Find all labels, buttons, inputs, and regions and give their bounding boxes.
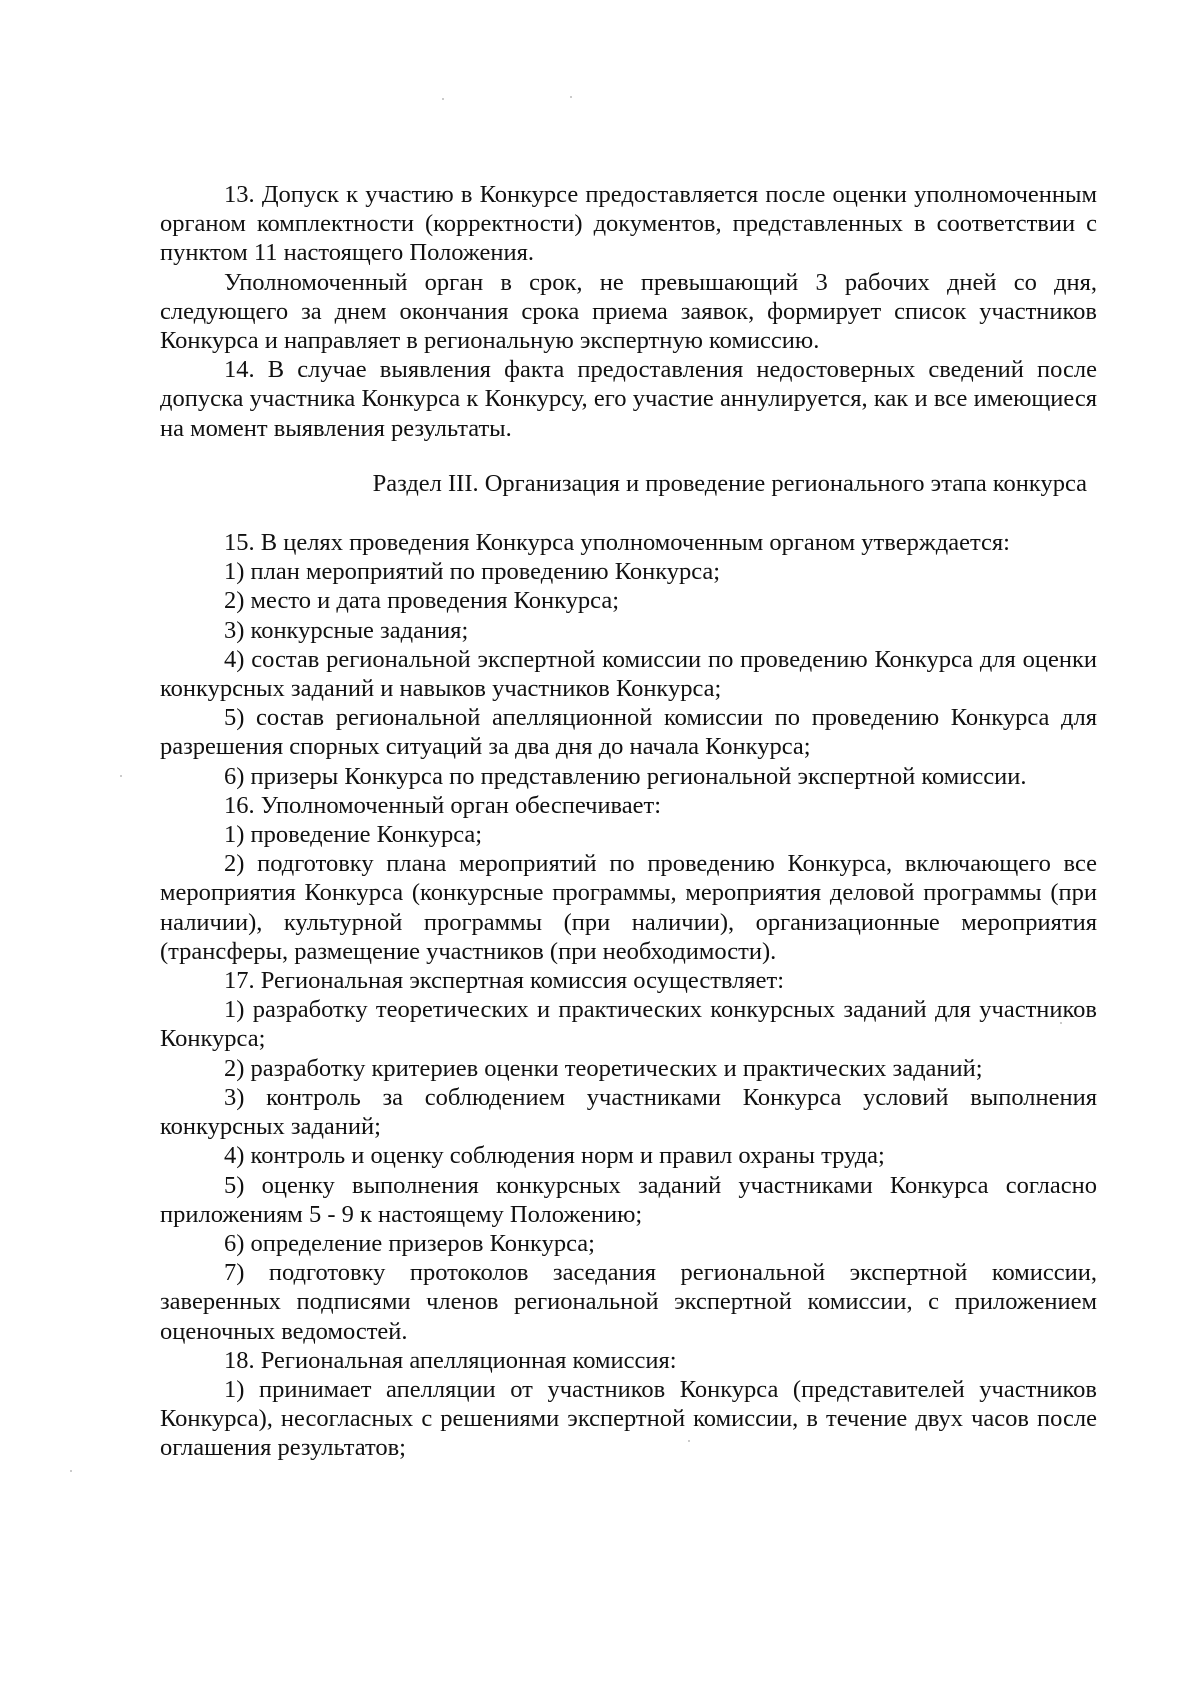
list-item: 1) проведение Конкурса;: [224, 821, 483, 849]
list-item: 7) подготовку протоколов заседания региональной экспертной комиссии, заверенных подписями членов региональной экспертной комиссии, с приложением оценочных ведомостей.: [160, 1259, 1097, 1345]
paragraph-18: 18. Региональная апелляционная комиссия:: [224, 1346, 677, 1374]
scan-speck: [70, 1470, 72, 1472]
scan-speck: [570, 96, 572, 98]
list-item: 2) подготовку плана мероприятий по проведению Конкурса, включающего все мероприятия Конкурса (конкурсные программы, мероприятия деловой программы (при наличии), культурной программы (при наличии), организационные мероприятия (трансферы, размещение участников (при необходимости).: [160, 850, 1097, 965]
list-item: 1) план мероприятий по проведению Конкурса;: [224, 558, 721, 586]
paragraph-13: 13. Допуск к участию в Конкурсе предоставляется после оценки уполномоченным органом комплектности (корректности) документов, представленных в соответствии с пунктом 11 настоящего Положения.: [160, 181, 1097, 267]
paragraph-13-continued: Уполномоченный орган в срок, не превышающий 3 рабочих дней со дня, следующего за днем окончания срока приема заявок, формирует список участников Конкурса и направляет в региональную экспертную комиссию.: [160, 268, 1097, 355]
list-item: 4) состав региональной экспертной комиссии по проведению Конкурса для оценки конкурсных заданий и навыков участников Конкурса;: [160, 645, 1097, 703]
list-item: 3) контроль за соблюдением участниками Конкурса условий выполнения конкурсных заданий;: [160, 1083, 1097, 1141]
paragraph-15: 15. В целях проведения Конкурса уполномоченным органом утверждается:: [224, 529, 1010, 557]
list-item: 5) состав региональной апелляционной комиссии по проведению Конкурса для разрешения спорных ситуаций за два дня до начала Конкурса;: [160, 704, 1097, 761]
list-item: 6) определение призеров Конкурса;: [224, 1229, 595, 1257]
paragraph-17: 17. Региональная экспертная комиссия осуществляет:: [224, 967, 785, 995]
document-page: [160, 180, 1097, 1463]
list-item: 1) принимает апелляции от участников Конкурса (представителей участников Конкурса), несогласных с решениями экспертной комиссии, в течение двух часов после оглашения результатов;: [160, 1375, 1097, 1462]
list-item: 6) призеры Конкурса по представлению региональной экспертной комиссии.: [224, 762, 1027, 790]
paragraph-16: 16. Уполномоченный орган обеспечивает:: [224, 791, 662, 819]
paragraph-14: 14. В случае выявления факта предоставления недостоверных сведений после допуска участника Конкурса к Конкурсу, его участие аннулируется, как и все имеющиеся на момент выявления результаты.: [160, 356, 1097, 442]
list-item: 3) конкурсные задания;: [224, 616, 469, 644]
list-item: 4) контроль и оценку соблюдения норм и правил охраны труда;: [224, 1142, 885, 1170]
list-item: 2) место и дата проведения Конкурса;: [224, 587, 620, 615]
list-item: 5) оценку выполнения конкурсных заданий участниками Конкурса согласно приложениям 5 - 9 к настоящему Положению;: [160, 1171, 1097, 1228]
scan-speck: [120, 775, 122, 777]
list-item: 2) разработку критериев оценки теоретических и практических заданий;: [224, 1054, 983, 1082]
list-item: 1) разработку теоретических и практических конкурсных заданий для участников Конкурса;: [160, 996, 1097, 1053]
section-heading: Раздел III. Организация и проведение регионального этапа конкурса: [372, 469, 1087, 497]
scan-speck: [442, 98, 444, 100]
